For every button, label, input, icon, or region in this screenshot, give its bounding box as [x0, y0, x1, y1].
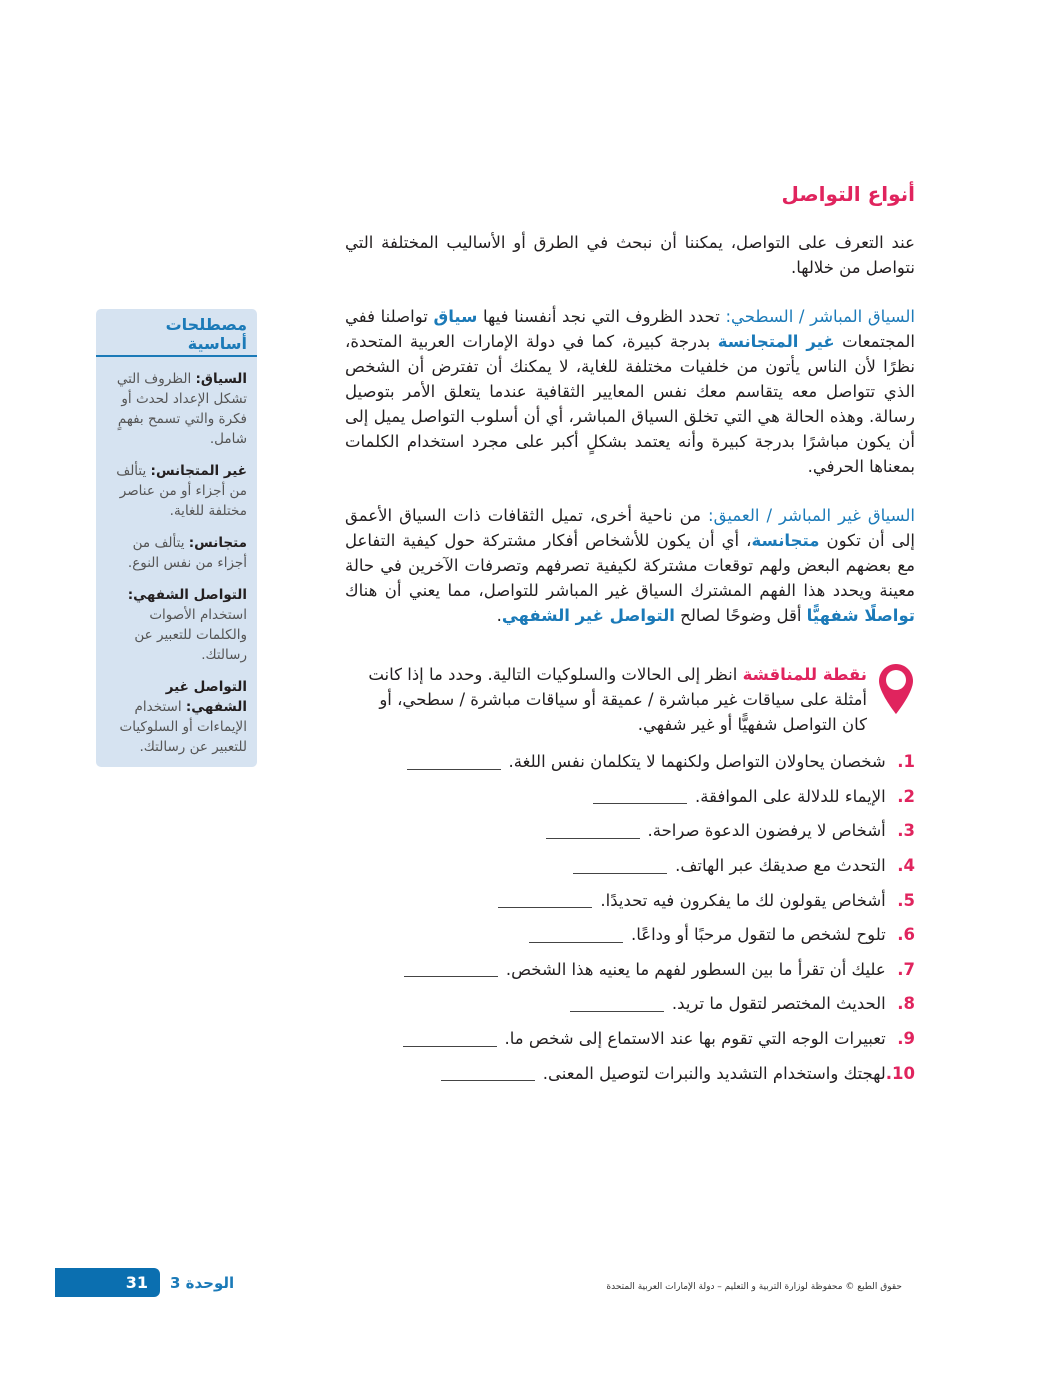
- item-text: التحدث مع صديقك عبر الهاتف.: [675, 856, 886, 876]
- answer-blank[interactable]: [573, 859, 667, 874]
- page-number: 31: [55, 1268, 160, 1297]
- list-item: [345, 849, 915, 884]
- answer-blank[interactable]: [570, 997, 664, 1012]
- indirect-context-paragraph: [345, 503, 915, 628]
- term-definition: يتألف من أجزاء من نفس النوع.: [127, 535, 247, 571]
- section-title: أنواع التواصل: [781, 182, 915, 206]
- copyright-notice: حقوق الطبع © محفوظة لوزارة التربية و التعليم – دولة الإمارات العربية المتحدة: [606, 1282, 902, 1292]
- key-terms-sidebar: [96, 309, 257, 767]
- discussion-text: انظر إلى الحالات والسلوكيات التالية. وحدد ما إذا كانت أمثلة على سياقات غير مباشرة / عميقة أو سياقات مباشرة / سطحي، أو كان التواصل شفهيًّا أو غير شفهي.: [368, 665, 867, 734]
- exercise-list: [345, 745, 915, 1091]
- item-number: 10.: [885, 1063, 915, 1083]
- term-entry: [96, 677, 257, 757]
- keyword-heterogeneous: غير المتجانسة: [717, 332, 835, 351]
- item-number: 1.: [897, 752, 915, 772]
- answer-blank[interactable]: [529, 928, 623, 943]
- text: أقل وضوحًا لصالح: [674, 606, 807, 625]
- list-item: [345, 1022, 915, 1057]
- text: .: [496, 606, 502, 625]
- item-number: 7.: [897, 959, 915, 979]
- term-entry: [96, 533, 257, 573]
- term-definition: يتألف من أجزاء أو من عناصر مختلفة للغاية.: [116, 463, 247, 519]
- discussion-point: [345, 662, 867, 737]
- answer-blank[interactable]: [441, 1066, 535, 1081]
- answer-blank[interactable]: [404, 962, 498, 977]
- location-pin-icon: [877, 662, 915, 716]
- keyword-nonverbal: التواصل غير الشفهي: [501, 606, 675, 625]
- answer-blank[interactable]: [593, 789, 687, 804]
- item-number: 3.: [897, 821, 915, 841]
- item-text: تلوح لشخص ما لتقول مرحبًا أو وداعًا.: [630, 925, 886, 945]
- item-text: عليك أن تقرأ ما بين السطور لفهم ما يعنيه هذا الشخص.: [505, 959, 886, 979]
- answer-blank[interactable]: [403, 1032, 497, 1047]
- text: بدرجة كبيرة، كما في دولة الإمارات العربية المتحدة، نظرًا لأن الناس يأتون من خلفيات مختلفة للغاية، لا يمكنك أن تفترض أن الشخص الذي تتواصل معه يتقاسم معك نفس المعايير الثقافية عندما يتعلق الأمر بتوصيل رسالة. وهذه الحالة هي التي تخلق السياق المباشر، أي أن أسلوب التواصل يميل إلى أن يكون مباشرًا بدرجة كبيرة وأنه يعتمد بشكلٍ أكبر على مجرد استخدام الكلمات بمعناها الحرفي.: [345, 332, 915, 476]
- term-definition: الظروف التي تشكل الإعداد لحدث أو فكرة والتي تسمح بفهمٍ شامل.: [116, 371, 247, 447]
- list-item: [345, 953, 915, 988]
- discussion-heading: نقطة للمناقشة: [742, 665, 867, 684]
- intro-paragraph: عند التعرف على التواصل، يمكننا أن نبحث في الطرق أو الأساليب المختلفة التي نتواصل من خلالها.: [345, 233, 915, 277]
- keyword-homogeneous: متجانسة: [751, 531, 820, 550]
- term-definition: استخدام الإيماءات أو السلوكيات للتعبير عن رسالتك.: [119, 699, 247, 755]
- item-number: 2.: [897, 786, 915, 806]
- answer-blank[interactable]: [498, 893, 592, 908]
- item-number: 4.: [897, 856, 915, 876]
- term-name: غير المتجانس:: [150, 463, 247, 479]
- term-entry: [96, 461, 257, 521]
- item-text: الإيماء للدلالة على الموافقة.: [695, 786, 886, 806]
- term-definition: استخدام الأصوات والكلمات للتعبير عن رسالتك.: [134, 607, 247, 663]
- item-number: 5.: [897, 890, 915, 910]
- item-text: أشخاص لا يرفضون الدعوة صراحة.: [647, 821, 886, 841]
- list-item: [345, 987, 915, 1022]
- list-item: [345, 918, 915, 953]
- answer-blank[interactable]: [407, 755, 501, 770]
- term-name: متجانس:: [188, 535, 247, 551]
- indirect-context-label: السياق غير المباشر / العميق:: [708, 506, 915, 525]
- answer-blank[interactable]: [546, 824, 640, 839]
- item-number: 8.: [897, 994, 915, 1014]
- direct-context-label: السياق المباشر / السطحي:: [725, 307, 915, 326]
- text: تواصلنا ففي المجتمعات: [345, 307, 915, 351]
- term-entry: [96, 585, 257, 665]
- item-text: الحديث المختصر لتقول ما تريد.: [671, 994, 886, 1014]
- item-text: لهجتك واستخدام التشديد والنبرات لتوصيل المعنى.: [542, 1063, 886, 1083]
- item-number: 9.: [897, 1029, 915, 1049]
- list-item: [345, 883, 915, 918]
- term-name: السياق:: [195, 371, 247, 387]
- sidebar-title: مصطلحات أساسية: [96, 309, 257, 357]
- list-item: [345, 745, 915, 780]
- text: ، أي أن يكون للأشخاص أفكار مشتركة حول كيفية التفاعل مع بعضهم البعض ولهم توقعات مشتركة لكيفية تصرفهم وتصرفات الآخرين في حالة معينة ويحدد هذا الفهم المشترك السياق غير المباشر للتواصل، مما يعني أن هناك: [345, 531, 915, 600]
- list-item: [345, 1056, 915, 1091]
- term-entry: [96, 369, 257, 449]
- main-column: [345, 180, 915, 1091]
- list-item: [345, 814, 915, 849]
- text: من ناحية أخرى، تميل الثقافات ذات السياق الأعمق إلى أن تكون: [345, 506, 915, 550]
- item-text: أشخاص يقولون لك ما يفكرون فيه تحديدًا.: [600, 890, 886, 910]
- item-number: 6.: [897, 925, 915, 945]
- unit-label: الوحدة 3: [170, 1274, 235, 1292]
- keyword-verbal: تواصلًا شفهيًّا: [806, 606, 915, 625]
- term-name: التواصل غير الشفهي:: [165, 679, 247, 715]
- term-name: التواصل الشفهي:: [127, 587, 247, 603]
- text: تحدد الظروف التي نجد أنفسنا فيها: [477, 307, 726, 326]
- item-text: تعبيرات الوجه التي تقوم بها عند الاستماع إلى شخص ما.: [504, 1029, 886, 1049]
- item-text: شخصان يحاولان التواصل ولكنهما لا يتكلمان نفس اللغة.: [508, 752, 886, 772]
- discussion-block: [345, 662, 915, 737]
- direct-context-paragraph: [345, 304, 915, 479]
- list-item: [345, 780, 915, 815]
- keyword-context: سياق: [433, 307, 478, 326]
